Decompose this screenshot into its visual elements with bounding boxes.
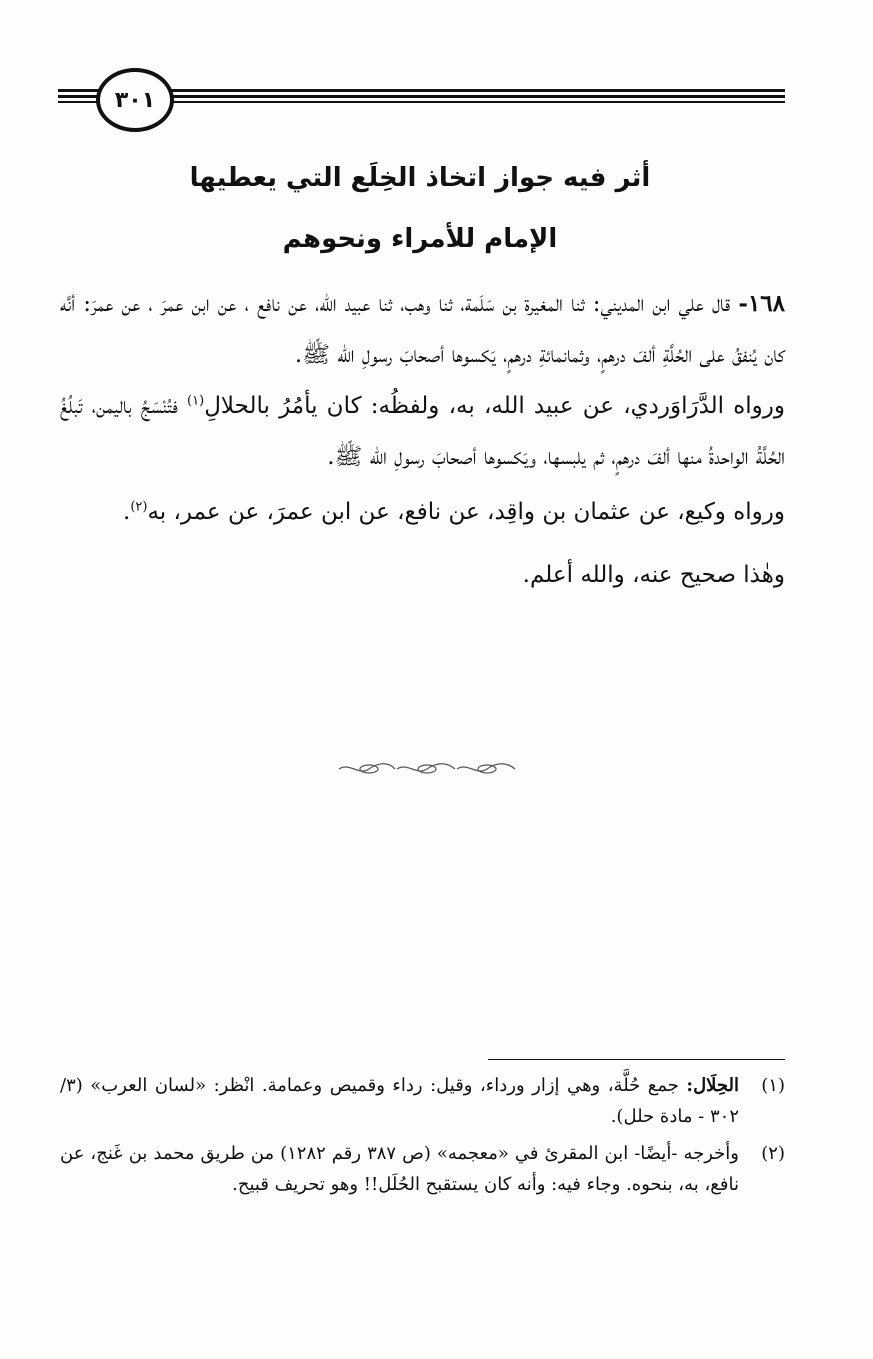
paragraph-text: قال علي ابن المديني: ثنا المغيرة بن سَلَمة، ثنا وهب، ثنا عبيد الله، عن نافع ، عن ابن عمرَ ، عن عمرَ: أنَّه كان يُنفقُ على الحُلَّةِ ألفَ درهمٍ، وثمانمائةِ درهمٍ، يَكسوها أصحابَ رسولِ الله ﷺ.	[60, 291, 785, 368]
ornament-divider	[335, 760, 519, 778]
paragraph-text: ورواه وكيع، عن عثمان بن واقِد، عن نافع، عن ابن عمرَ، عن عمر، به	[147, 499, 785, 525]
footnote-term: الحِلَال:	[686, 1075, 739, 1096]
footnote-text: وأخرجه -أيضًا- ابن المقرئ في «معجمه» (ص ٣٨٧ رقم ١٢٨٢) من طريق محمد بن غَنج، عن نافع، به، بنحوه. وجاء فيه: وأنه كان يستقبح الحُلَل!! وهو تحريف قبيح.	[60, 1143, 739, 1195]
body-text	[60, 278, 785, 601]
footnote-ref: (١)	[187, 393, 205, 409]
footnote-body: جمع حُلَّة، وهي إزار ورداء، وقيل: رداء وقميص وعمامة. انْظر: «لسان العرب» (٣/ ٣٠٢ - مادة حلل).	[60, 1075, 739, 1127]
paragraph	[60, 381, 785, 483]
chapter-title-line-1: أثر فيه جواز اتخاذ الخِلَع التي يعطيها	[189, 163, 651, 193]
paragraph-text-cont: فتُنْسَجُ باليمن، تَبلُغُ الحُلَّةُ الواحدةُ منها ألفَ درهمٍ، ثم يلبسها، ويَكسوها أصحابَ رسولِ الله ﷺ.	[60, 393, 785, 470]
chapter-title-line-2: الإمام للأمراء ونحوهم	[282, 224, 558, 254]
paragraph-text: ورواه الدَّرَاوَردي، عن عبيد الله، به، ولفظُه: كان يأمُرُ بالحلالِ	[204, 393, 785, 419]
footnote-ref: (٢)	[130, 499, 148, 515]
paragraph-text-cont: .	[123, 499, 131, 525]
paragraph	[60, 278, 785, 381]
hadith-number: ١٦٨-	[738, 290, 785, 317]
footnotes	[60, 1070, 785, 1206]
footnote-number: (٢)	[761, 1143, 785, 1164]
paragraph-text: وهٰذا صحيح عنه، والله أعلم.	[522, 562, 785, 588]
page-number: ٣٠١	[96, 68, 174, 132]
footnote-number: (١)	[761, 1075, 785, 1096]
paragraph	[60, 487, 785, 538]
footnote-text	[60, 1070, 739, 1132]
footnote	[60, 1138, 785, 1200]
paragraph	[60, 550, 785, 601]
footnote-divider	[488, 1059, 785, 1060]
footnote	[60, 1070, 785, 1132]
